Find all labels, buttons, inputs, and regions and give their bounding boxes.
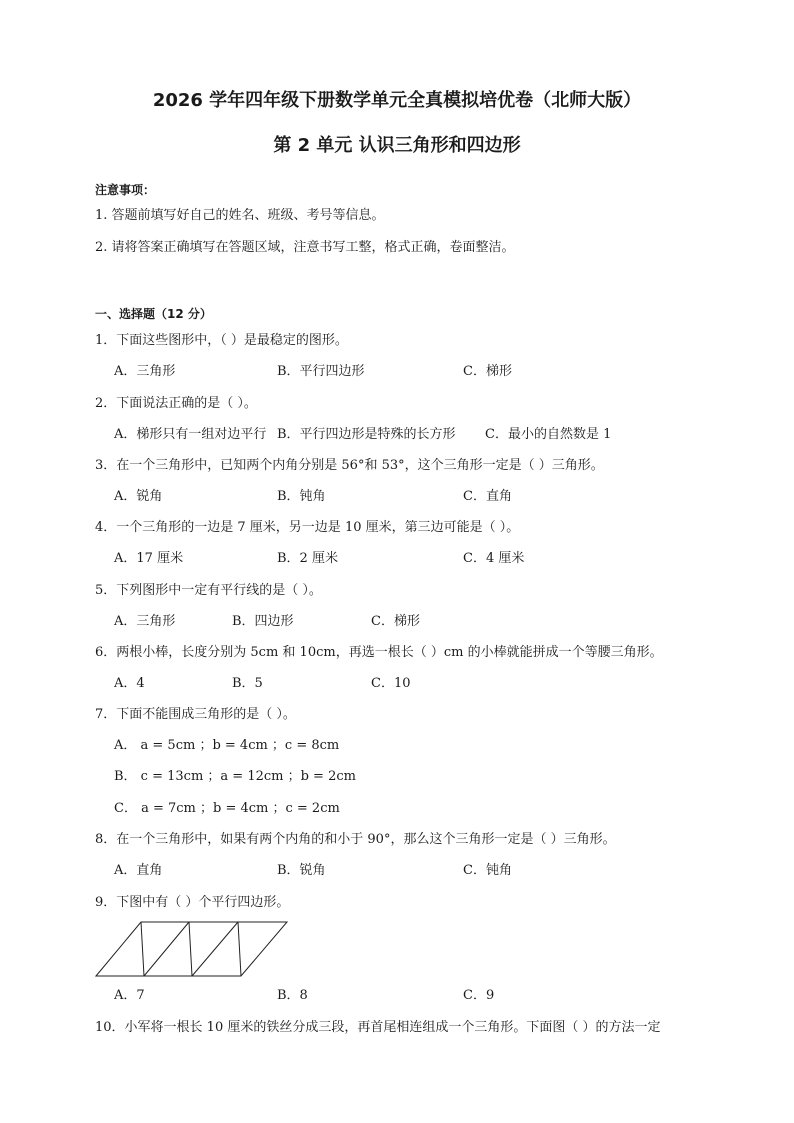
- option-a: A．直角: [114, 863, 163, 878]
- option-a: A．7: [114, 988, 145, 1003]
- section-heading: 一、选择题（12 分）: [95, 307, 212, 321]
- option-b: B．5: [232, 676, 263, 691]
- option-b: B．平行四边形是特殊的长方形: [277, 427, 456, 442]
- question-stem: 5．下列图形中一定有平行线的是（ ）。: [95, 583, 322, 598]
- option-c: C．梯形: [463, 364, 512, 379]
- notice-item: 1. 答题前填写好自己的姓名、班级、考号等信息。: [95, 208, 385, 223]
- question-stem: 10．小军将一根长 10 厘米的铁丝分成三段，再首尾相连组成一个三角形。下面图（ ）的方法一定: [95, 1020, 661, 1035]
- option-c: C．10: [371, 676, 411, 691]
- option-a: A．17 厘米: [114, 551, 184, 566]
- option-b: B．四边形: [232, 614, 294, 629]
- option-c: C． a = 7cm ；b = 4cm ；c = 2cm: [114, 801, 340, 816]
- option-c: C．9: [463, 988, 495, 1003]
- question-stem: 2．下面说法正确的是（ ）。: [95, 396, 257, 411]
- notice-item: 2. 请将答案正确填写在答题区域，注意书写工整，格式正确，卷面整洁。: [95, 240, 515, 255]
- notice-heading: 注意事项：: [95, 183, 156, 197]
- option-c: C．最小的自然数是 1: [485, 427, 612, 442]
- divider-line: [238, 922, 241, 976]
- option-a: A．4: [114, 676, 145, 691]
- option-c: C．钝角: [463, 863, 512, 878]
- divider-line: [192, 922, 238, 976]
- option-a: A．三角形: [114, 364, 176, 379]
- page-title: 2026 学年四年级下册数学单元全真模拟培优卷（北师大版）: [152, 90, 642, 111]
- option-b: B．平行四边形: [277, 364, 365, 379]
- question-stem: 3．在一个三角形中，已知两个内角分别是 56°和 53°，这个三角形一定是（ ）三角形。: [95, 458, 604, 473]
- page-subtitle: 第 2 单元 认识三角形和四边形: [273, 135, 521, 156]
- option-a: A．锐角: [114, 489, 163, 504]
- parallelogram-figure: [95, 920, 290, 978]
- question-stem: 9．下图中有（ ）个平行四边形。: [95, 895, 290, 910]
- option-b: B． c = 13cm ；a = 12cm ；b = 2cm: [114, 769, 356, 784]
- option-c: C．4 厘米: [463, 551, 525, 566]
- option-a: A． a = 5cm ；b = 4cm ；c = 8cm: [114, 738, 340, 753]
- option-c: C．直角: [463, 489, 512, 504]
- option-b: B．锐角: [277, 863, 326, 878]
- option-b: B．8: [277, 988, 308, 1003]
- question-stem: 6．两根小棒，长度分别为 5cm 和 10cm，再选一根长（ ）cm 的小棒就能拼成一个等腰三角形。: [95, 645, 663, 660]
- divider-line: [141, 922, 144, 976]
- divider-line: [189, 922, 192, 976]
- question-stem: 1．下面这些图形中，（ ）是最稳定的图形。: [95, 333, 348, 348]
- option-a: A．三角形: [114, 614, 176, 629]
- question-stem: 4．一个三角形的一边是 7 厘米，另一边是 10 厘米，第三边可能是（ ）。: [95, 520, 520, 535]
- option-b: B．钝角: [277, 489, 326, 504]
- option-a: A．梯形只有一组对边平行: [114, 427, 267, 442]
- option-c: C．梯形: [371, 614, 420, 629]
- question-stem: 7．下面不能围成三角形的是（ ）。: [95, 707, 296, 722]
- question-stem: 8．在一个三角形中，如果有两个内角的和小于 90°，那么这个三角形一定是（ ）三角形。: [95, 832, 616, 847]
- divider-line: [144, 922, 189, 976]
- option-b: B．2 厘米: [277, 551, 338, 566]
